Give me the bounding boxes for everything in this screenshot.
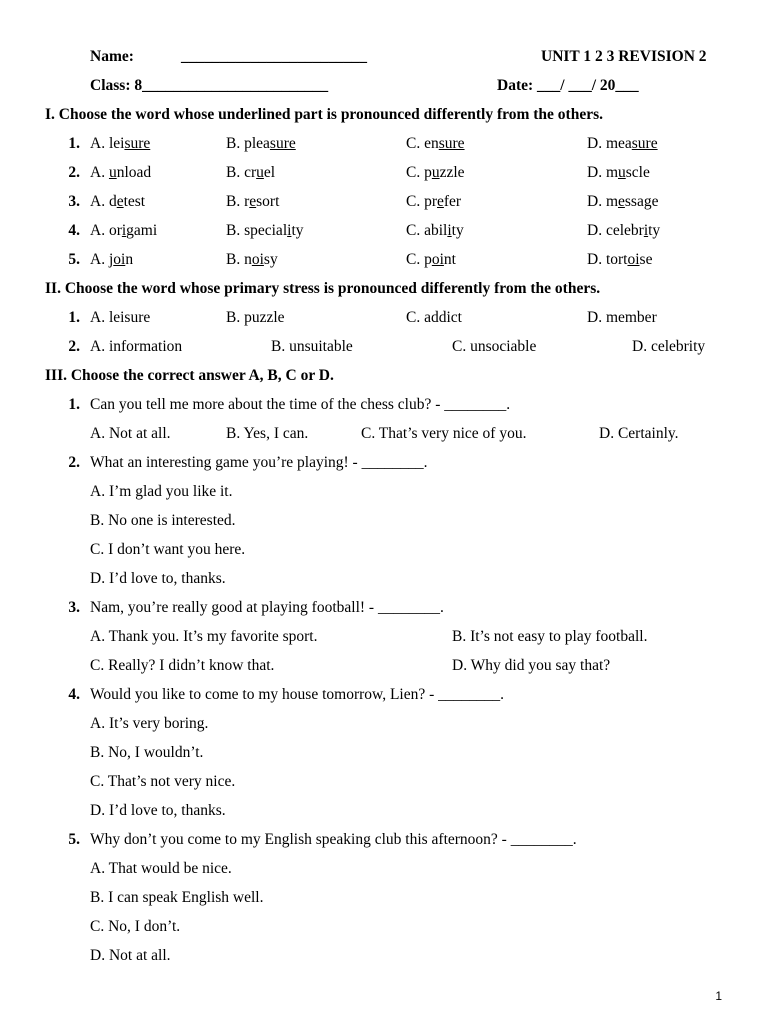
- name-label: Name:: [90, 48, 134, 65]
- underlined-part: i: [643, 222, 649, 239]
- underlined-part: i: [287, 222, 292, 239]
- underlined-part: e: [116, 193, 124, 210]
- answer-option: D. Certainly.: [599, 425, 679, 442]
- answer-option: D. I’d love to, thanks.: [90, 802, 226, 819]
- question-number: 2.: [68, 454, 80, 471]
- answer-option: A. origami: [90, 222, 158, 239]
- answer-option: C. prefer: [406, 193, 462, 210]
- underlined-part: e: [249, 193, 257, 210]
- unit-title: UNIT 1 2 3 REVISION 2: [541, 48, 707, 65]
- answer-option: D. measure: [587, 135, 658, 152]
- question-text: Would you like to come to my house tomorrow, Lien? - ________.: [90, 686, 505, 703]
- question-text: What an interesting game you’re playing! - ________.: [90, 454, 428, 471]
- underlined-part: sure: [631, 135, 658, 152]
- answer-option: A. detest: [90, 193, 146, 210]
- question-number: 2.: [68, 164, 80, 181]
- answer-option: C. addict: [406, 309, 462, 326]
- answer-option: C. puzzle: [406, 164, 465, 181]
- question-number: 1.: [68, 309, 80, 326]
- class-blank: ________________________: [142, 77, 329, 94]
- answer-option: B. noisy: [226, 251, 278, 268]
- answer-option: B. speciality: [226, 222, 304, 239]
- underlined-part: i: [121, 222, 127, 239]
- section1-heading: I. Choose the word whose underlined part is pronounced differently from the others.: [45, 106, 604, 123]
- answer-option: C. That’s very nice of you.: [361, 425, 527, 442]
- answer-option: D. muscle: [587, 164, 650, 181]
- question-number: 4.: [68, 222, 80, 239]
- answer-option: D. message: [587, 193, 659, 210]
- answer-option: C. ability: [406, 222, 464, 239]
- underlined-part: i: [447, 222, 452, 239]
- answer-option: B. It’s not easy to play football.: [452, 628, 648, 645]
- answer-option: A. Thank you. It’s my favorite sport.: [90, 628, 318, 645]
- answer-option: A. It’s very boring.: [90, 715, 209, 732]
- underlined-part: oi: [627, 251, 640, 268]
- section2-heading: II. Choose the word whose primary stress is pronounced differently from the others.: [45, 280, 601, 297]
- answer-option: A. Not at all.: [90, 425, 171, 442]
- answer-option: A. join: [90, 251, 134, 268]
- answer-option: A. leisure: [90, 309, 151, 326]
- underlined-part: oi: [113, 251, 126, 268]
- underlined-part: e: [618, 193, 625, 210]
- answer-option: A. unload: [90, 164, 152, 181]
- answer-option: D. celebrity: [587, 222, 661, 239]
- answer-option: D. tortoise: [587, 251, 653, 268]
- answer-option: D. Not at all.: [90, 947, 171, 964]
- underlined-part: sure: [124, 135, 151, 152]
- question-number: 1.: [68, 135, 80, 152]
- class-label: Class: 8________________________: [90, 77, 329, 94]
- answer-option: A. I’m glad you like it.: [90, 483, 233, 500]
- answer-option: A. information: [90, 338, 183, 355]
- answer-option: D. celebrity: [632, 338, 706, 355]
- underlined-part: u: [256, 164, 264, 181]
- answer-option: B. puzzle: [226, 309, 285, 326]
- underlined-part: u: [431, 164, 440, 181]
- answer-option: B. cruel: [226, 164, 276, 181]
- question-number: 4.: [68, 686, 80, 703]
- answer-option: C. Really? I didn’t know that.: [90, 657, 275, 674]
- answer-option: C. That’s not very nice.: [90, 773, 236, 790]
- underlined-part: oi: [251, 251, 264, 268]
- underlined-part: sure: [269, 135, 296, 152]
- answer-option: B. I can speak English well.: [90, 889, 264, 906]
- answer-option: D. member: [587, 309, 657, 326]
- question-number: 3.: [68, 599, 80, 616]
- underlined-part: e: [437, 193, 444, 210]
- underlined-part: sure: [438, 135, 465, 152]
- question-number: 3.: [68, 193, 80, 210]
- question-text: Nam, you’re really good at playing football! - ________.: [90, 599, 444, 616]
- answer-option: B. Yes, I can.: [226, 425, 309, 442]
- answer-option: B. pleasure: [226, 135, 296, 152]
- date-label: Date: ___/ ___/ 20___: [497, 77, 639, 94]
- question-number: 5.: [68, 251, 80, 268]
- question-number: 2.: [68, 338, 80, 355]
- answer-option: A. leisure: [90, 135, 151, 152]
- answer-option: C. ensure: [406, 135, 465, 152]
- answer-option: B. resort: [226, 193, 280, 210]
- answer-option: C. I don’t want you here.: [90, 541, 246, 558]
- answer-option: B. No one is interested.: [90, 512, 236, 529]
- answer-option: B. unsuitable: [271, 338, 353, 355]
- name-blank: ________________________: [181, 48, 367, 65]
- answer-option: C. unsociable: [452, 338, 537, 355]
- underlined-part: u: [618, 164, 626, 181]
- underlined-part: u: [108, 164, 117, 181]
- page-number: 1: [715, 989, 722, 1003]
- answer-option: B. No, I wouldn’t.: [90, 744, 204, 761]
- answer-option: D. Why did you say that?: [452, 657, 611, 674]
- answer-option: A. That would be nice.: [90, 860, 232, 877]
- answer-option: C. No, I don’t.: [90, 918, 181, 935]
- answer-option: C. point: [406, 251, 456, 268]
- underlined-part: oi: [431, 251, 444, 268]
- question-text: Can you tell me more about the time of the chess club? - ________.: [90, 396, 511, 413]
- question-text: Why don’t you come to my English speaking club this afternoon? - ________.: [90, 831, 577, 848]
- answer-option: D. I’d love to, thanks.: [90, 570, 226, 587]
- section3-heading: III. Choose the correct answer A, B, C or D.: [45, 367, 334, 384]
- question-number: 1.: [68, 396, 80, 413]
- question-number: 5.: [68, 831, 80, 848]
